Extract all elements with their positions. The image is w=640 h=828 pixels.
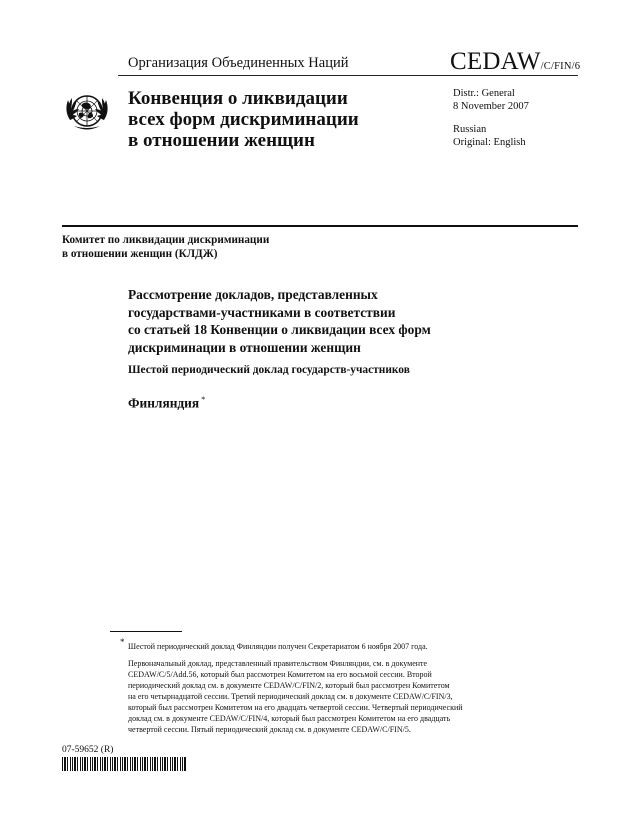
convention-title-line: всех форм дискриминации	[128, 109, 359, 130]
convention-title-line: в отношении женщин	[128, 130, 315, 151]
document-number: 07-59652 (R)	[62, 745, 114, 755]
document-symbol	[450, 48, 580, 76]
footnote-line: который был рассмотрен Комитетом на его двадцать четвертой сессии. Четвертый периодический	[128, 703, 463, 712]
committee-name	[62, 233, 269, 261]
document-title-line: дискриминации в отношении женщин	[128, 339, 361, 355]
language-label: Russian	[453, 124, 487, 135]
footnote-line: на его четырнадцатой сессии. Третий периодический доклад см. в документе CEDAW/C/FIN/3,	[128, 692, 453, 701]
report-subtitle: Шестой периодический доклад государств-участников	[128, 364, 410, 376]
document-title-line: со статьей 18 Конвенции о ликвидации всех форм	[128, 322, 431, 337]
symbol-main: CEDAW	[450, 48, 541, 75]
country-heading	[128, 394, 205, 411]
footnote-line: Первоначальный доклад, представленный правительством Финляндии, см. в документе	[128, 659, 428, 668]
document-title	[128, 286, 431, 356]
original-language-label: Original: English	[453, 136, 526, 148]
footnote-text: Шестой периодический доклад Финляндии получен Секретариатом 6 ноября 2007 года.	[128, 642, 428, 651]
document-title-line: Рассмотрение докладов, представленных	[128, 287, 378, 302]
distribution-label: Distr.: General	[453, 88, 515, 99]
footnote-line: четвертой сессии. Пятый периодический доклад см. в документе CEDAW/C/FIN/5.	[128, 725, 411, 734]
organization-name: Организация Объединенных Наций	[128, 55, 349, 71]
document-title-line: государствами-участниками в соответствии	[128, 304, 396, 320]
committee-line: Комитет по ликвидации дискриминации	[62, 234, 270, 246]
language-block	[453, 124, 526, 149]
barcode	[62, 757, 186, 771]
convention-title	[128, 88, 359, 151]
footnote-line: доклад см. в документе CEDAW/C/FIN/4, который был рассмотрен Комитетом на его двадцать	[128, 714, 451, 723]
footnote-reference: *	[201, 394, 206, 404]
footnote-paragraph	[128, 658, 508, 735]
footnote-mark: *	[120, 637, 125, 647]
issue-date: 8 November 2007	[453, 100, 529, 112]
country-name: Финляндия	[128, 395, 200, 411]
distribution-block	[453, 88, 529, 113]
convention-title-line: Конвенция о ликвидации	[128, 88, 348, 109]
committee-line: в отношении женщин (КЛДЖ)	[62, 248, 218, 260]
un-emblem-icon	[60, 84, 114, 138]
top-rule	[118, 75, 578, 76]
header-divider	[62, 225, 578, 227]
footnote-divider	[110, 631, 182, 632]
footnote-line: CEDAW/C/5/Add.56, который был рассмотрен Комитетом на его восьмой сессии. Второй	[128, 670, 432, 679]
symbol-suffix: /C/FIN/6	[540, 61, 581, 72]
footnote-line: периодический доклад см. в документе CEDAW/C/FIN/2, который был рассмотрен Комитетом	[128, 681, 450, 690]
